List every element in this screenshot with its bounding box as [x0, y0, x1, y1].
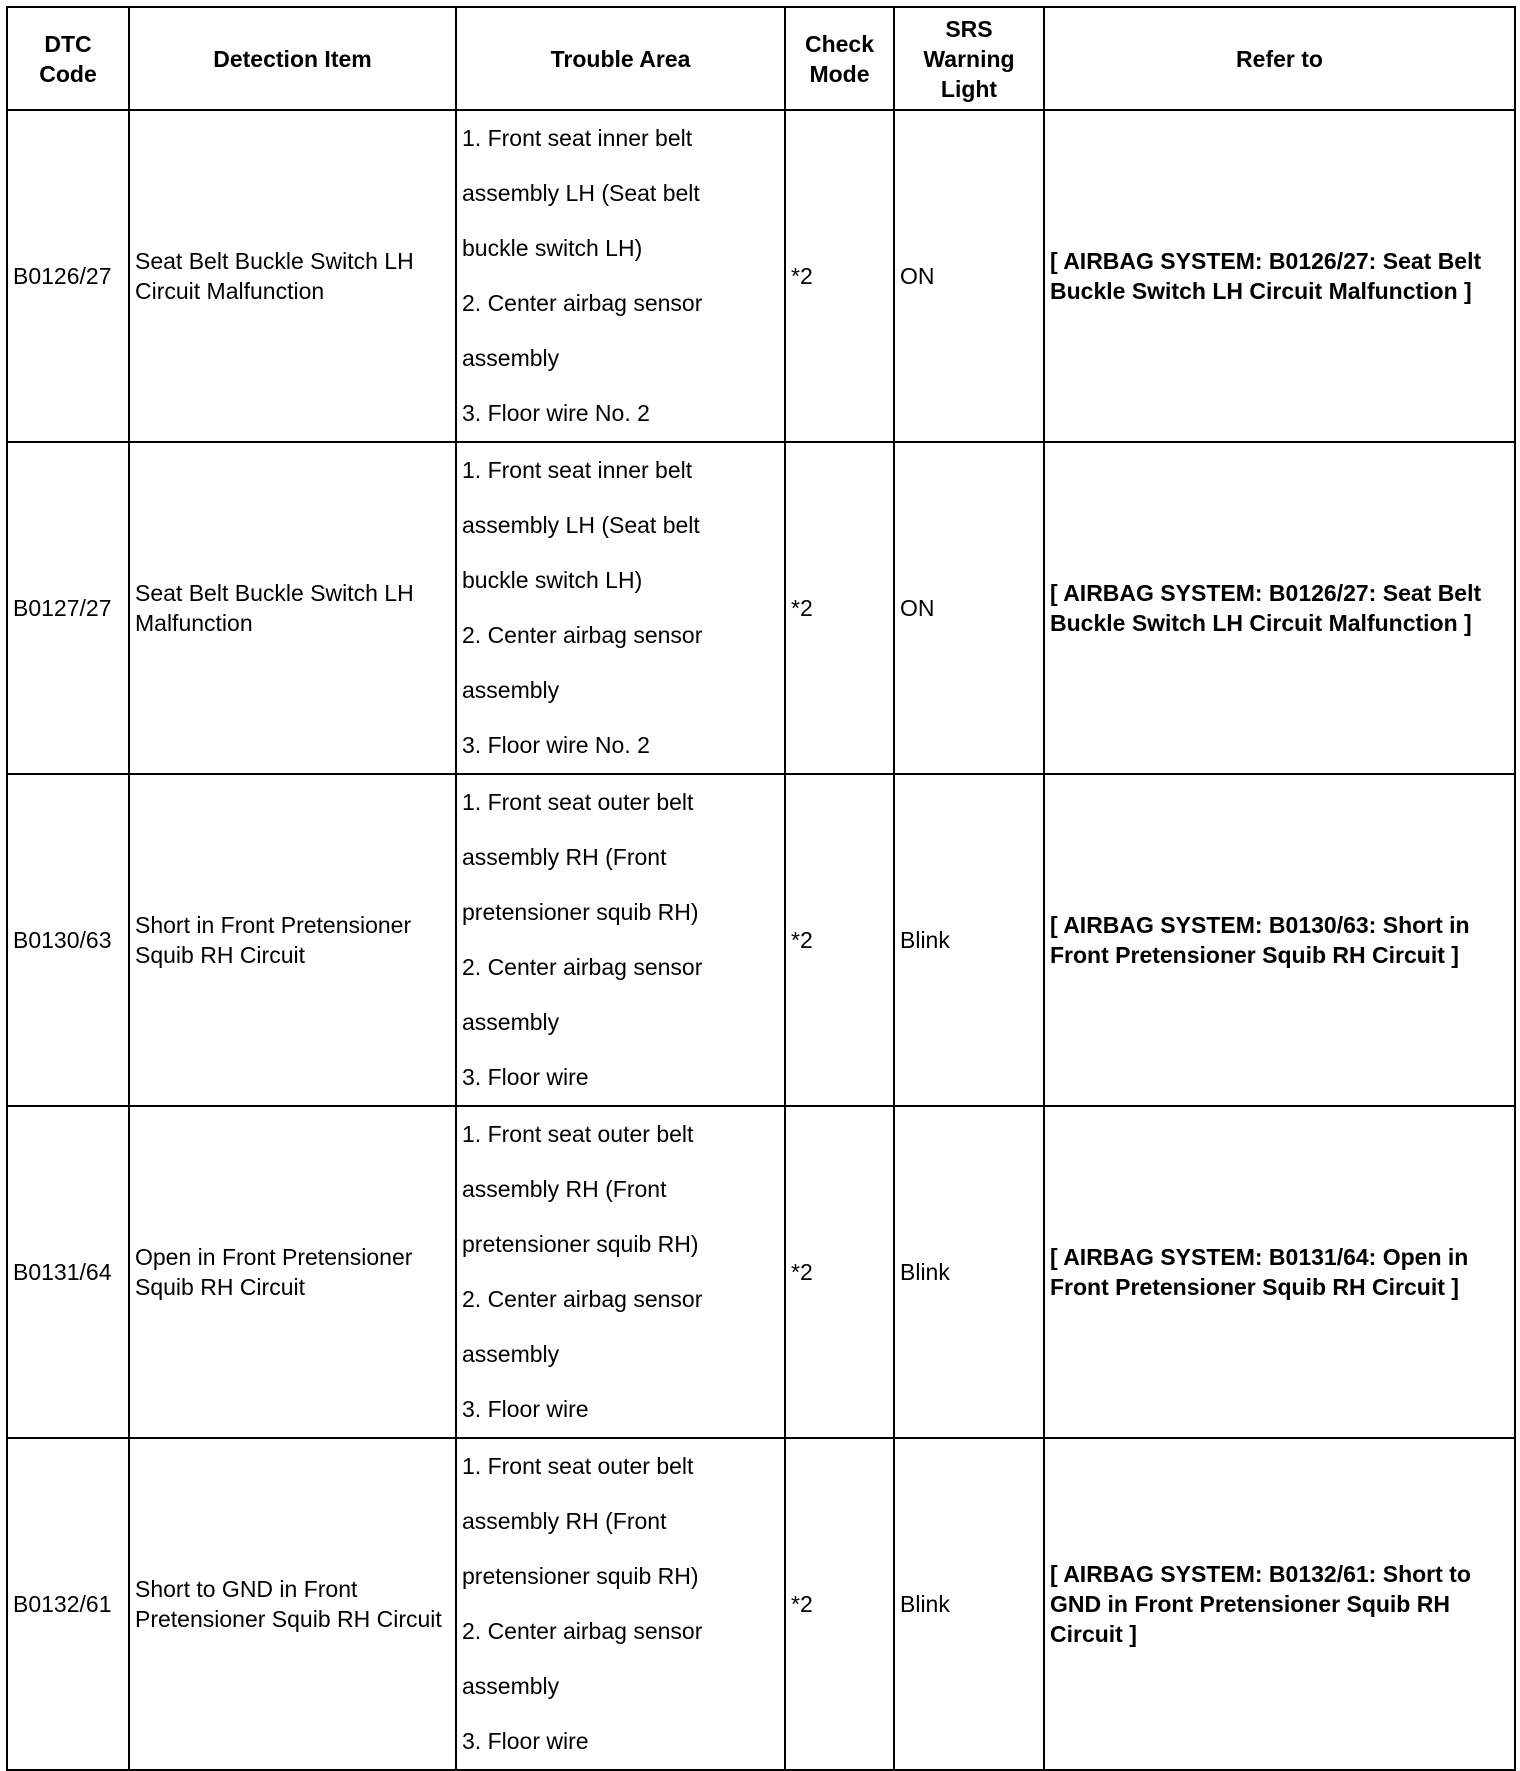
detection-item-cell: Seat Belt Buckle Switch LH Malfunction	[129, 442, 456, 774]
trouble-line: 3. Floor wire	[462, 1728, 589, 1754]
trouble-line: pretensioner squib RH)	[462, 899, 699, 925]
trouble-line: buckle switch LH)	[462, 235, 643, 261]
trouble-line: assembly RH (Front	[462, 1176, 667, 1202]
refer-to-link[interactable]: [ AIRBAG SYSTEM: B0126/27: Seat Belt Buckle Switch LH Circuit Malfunction ]	[1044, 110, 1515, 442]
table-row	[7, 110, 1515, 442]
srs-warning-light-cell: Blink	[894, 1106, 1044, 1438]
trouble-line: 2. Center airbag sensor	[462, 954, 703, 980]
trouble-line: 3. Floor wire No. 2	[462, 400, 650, 426]
srs-warning-light-cell: ON	[894, 110, 1044, 442]
check-mode-cell: *2	[785, 774, 894, 1106]
trouble-line: 2. Center airbag sensor	[462, 1618, 703, 1644]
trouble-area-cell	[456, 442, 785, 774]
detection-item-cell: Short to GND in Front Pretensioner Squib RH Circuit	[129, 1438, 456, 1770]
trouble-line: pretensioner squib RH)	[462, 1563, 699, 1589]
trouble-line: 2. Center airbag sensor	[462, 290, 703, 316]
trouble-area-cell	[456, 1106, 785, 1438]
refer-to-link[interactable]: [ AIRBAG SYSTEM: B0130/63: Short in Front Pretensioner Squib RH Circuit ]	[1044, 774, 1515, 1106]
detection-item-cell: Seat Belt Buckle Switch LH Circuit Malfunction	[129, 110, 456, 442]
header-dtc-code: DTC Code	[7, 7, 129, 110]
dtc-code-cell: B0130/63	[7, 774, 129, 1106]
header-refer-to: Refer to	[1044, 7, 1515, 110]
trouble-line: 3. Floor wire No. 2	[462, 732, 650, 758]
trouble-line: assembly LH (Seat belt	[462, 180, 700, 206]
trouble-line: assembly RH (Front	[462, 1508, 667, 1534]
table-row	[7, 774, 1515, 1106]
header-detection-item: Detection Item	[129, 7, 456, 110]
trouble-area-cell	[456, 1438, 785, 1770]
trouble-line: 1. Front seat outer belt	[462, 1121, 694, 1147]
trouble-line: buckle switch LH)	[462, 567, 643, 593]
header-row	[7, 7, 1515, 110]
trouble-line: 1. Front seat inner belt	[462, 125, 693, 151]
check-mode-cell: *2	[785, 442, 894, 774]
srs-warning-light-cell: ON	[894, 442, 1044, 774]
check-mode-cell: *2	[785, 1106, 894, 1438]
trouble-area-cell	[456, 110, 785, 442]
trouble-line: 3. Floor wire	[462, 1064, 589, 1090]
trouble-line: assembly	[462, 677, 560, 703]
dtc-code-cell: B0126/27	[7, 110, 129, 442]
refer-to-link[interactable]: [ AIRBAG SYSTEM: B0131/64: Open in Front Pretensioner Squib RH Circuit ]	[1044, 1106, 1515, 1438]
dtc-code-cell: B0132/61	[7, 1438, 129, 1770]
trouble-line: assembly	[462, 1673, 560, 1699]
trouble-line: 1. Front seat outer belt	[462, 1453, 694, 1479]
detection-item-cell: Short in Front Pretensioner Squib RH Circuit	[129, 774, 456, 1106]
trouble-line: 1. Front seat inner belt	[462, 457, 693, 483]
dtc-code-cell: B0127/27	[7, 442, 129, 774]
trouble-line: 2. Center airbag sensor	[462, 622, 703, 648]
table-row	[7, 1438, 1515, 1770]
trouble-area-cell	[456, 774, 785, 1106]
srs-warning-light-cell: Blink	[894, 774, 1044, 1106]
header-check-mode: Check Mode	[785, 7, 894, 110]
refer-to-link[interactable]: [ AIRBAG SYSTEM: B0126/27: Seat Belt Buckle Switch LH Circuit Malfunction ]	[1044, 442, 1515, 774]
check-mode-cell: *2	[785, 110, 894, 442]
table-row	[7, 442, 1515, 774]
table-row	[7, 1106, 1515, 1438]
refer-to-link[interactable]: [ AIRBAG SYSTEM: B0132/61: Short to GND in Front Pretensioner Squib RH Circuit ]	[1044, 1438, 1515, 1770]
detection-item-cell: Open in Front Pretensioner Squib RH Circuit	[129, 1106, 456, 1438]
trouble-line: assembly	[462, 1341, 560, 1367]
trouble-line: assembly LH (Seat belt	[462, 512, 700, 538]
trouble-line: assembly	[462, 345, 560, 371]
check-mode-cell: *2	[785, 1438, 894, 1770]
trouble-line: pretensioner squib RH)	[462, 1231, 699, 1257]
header-srs-warning-light: SRS Warning Light	[894, 7, 1044, 110]
header-trouble-area: Trouble Area	[456, 7, 785, 110]
trouble-line: assembly RH (Front	[462, 844, 667, 870]
trouble-line: assembly	[462, 1009, 560, 1035]
dtc-code-cell: B0131/64	[7, 1106, 129, 1438]
dtc-table	[6, 6, 1516, 1771]
trouble-line: 1. Front seat outer belt	[462, 789, 694, 815]
trouble-line: 3. Floor wire	[462, 1396, 589, 1422]
srs-warning-light-cell: Blink	[894, 1438, 1044, 1770]
trouble-line: 2. Center airbag sensor	[462, 1286, 703, 1312]
